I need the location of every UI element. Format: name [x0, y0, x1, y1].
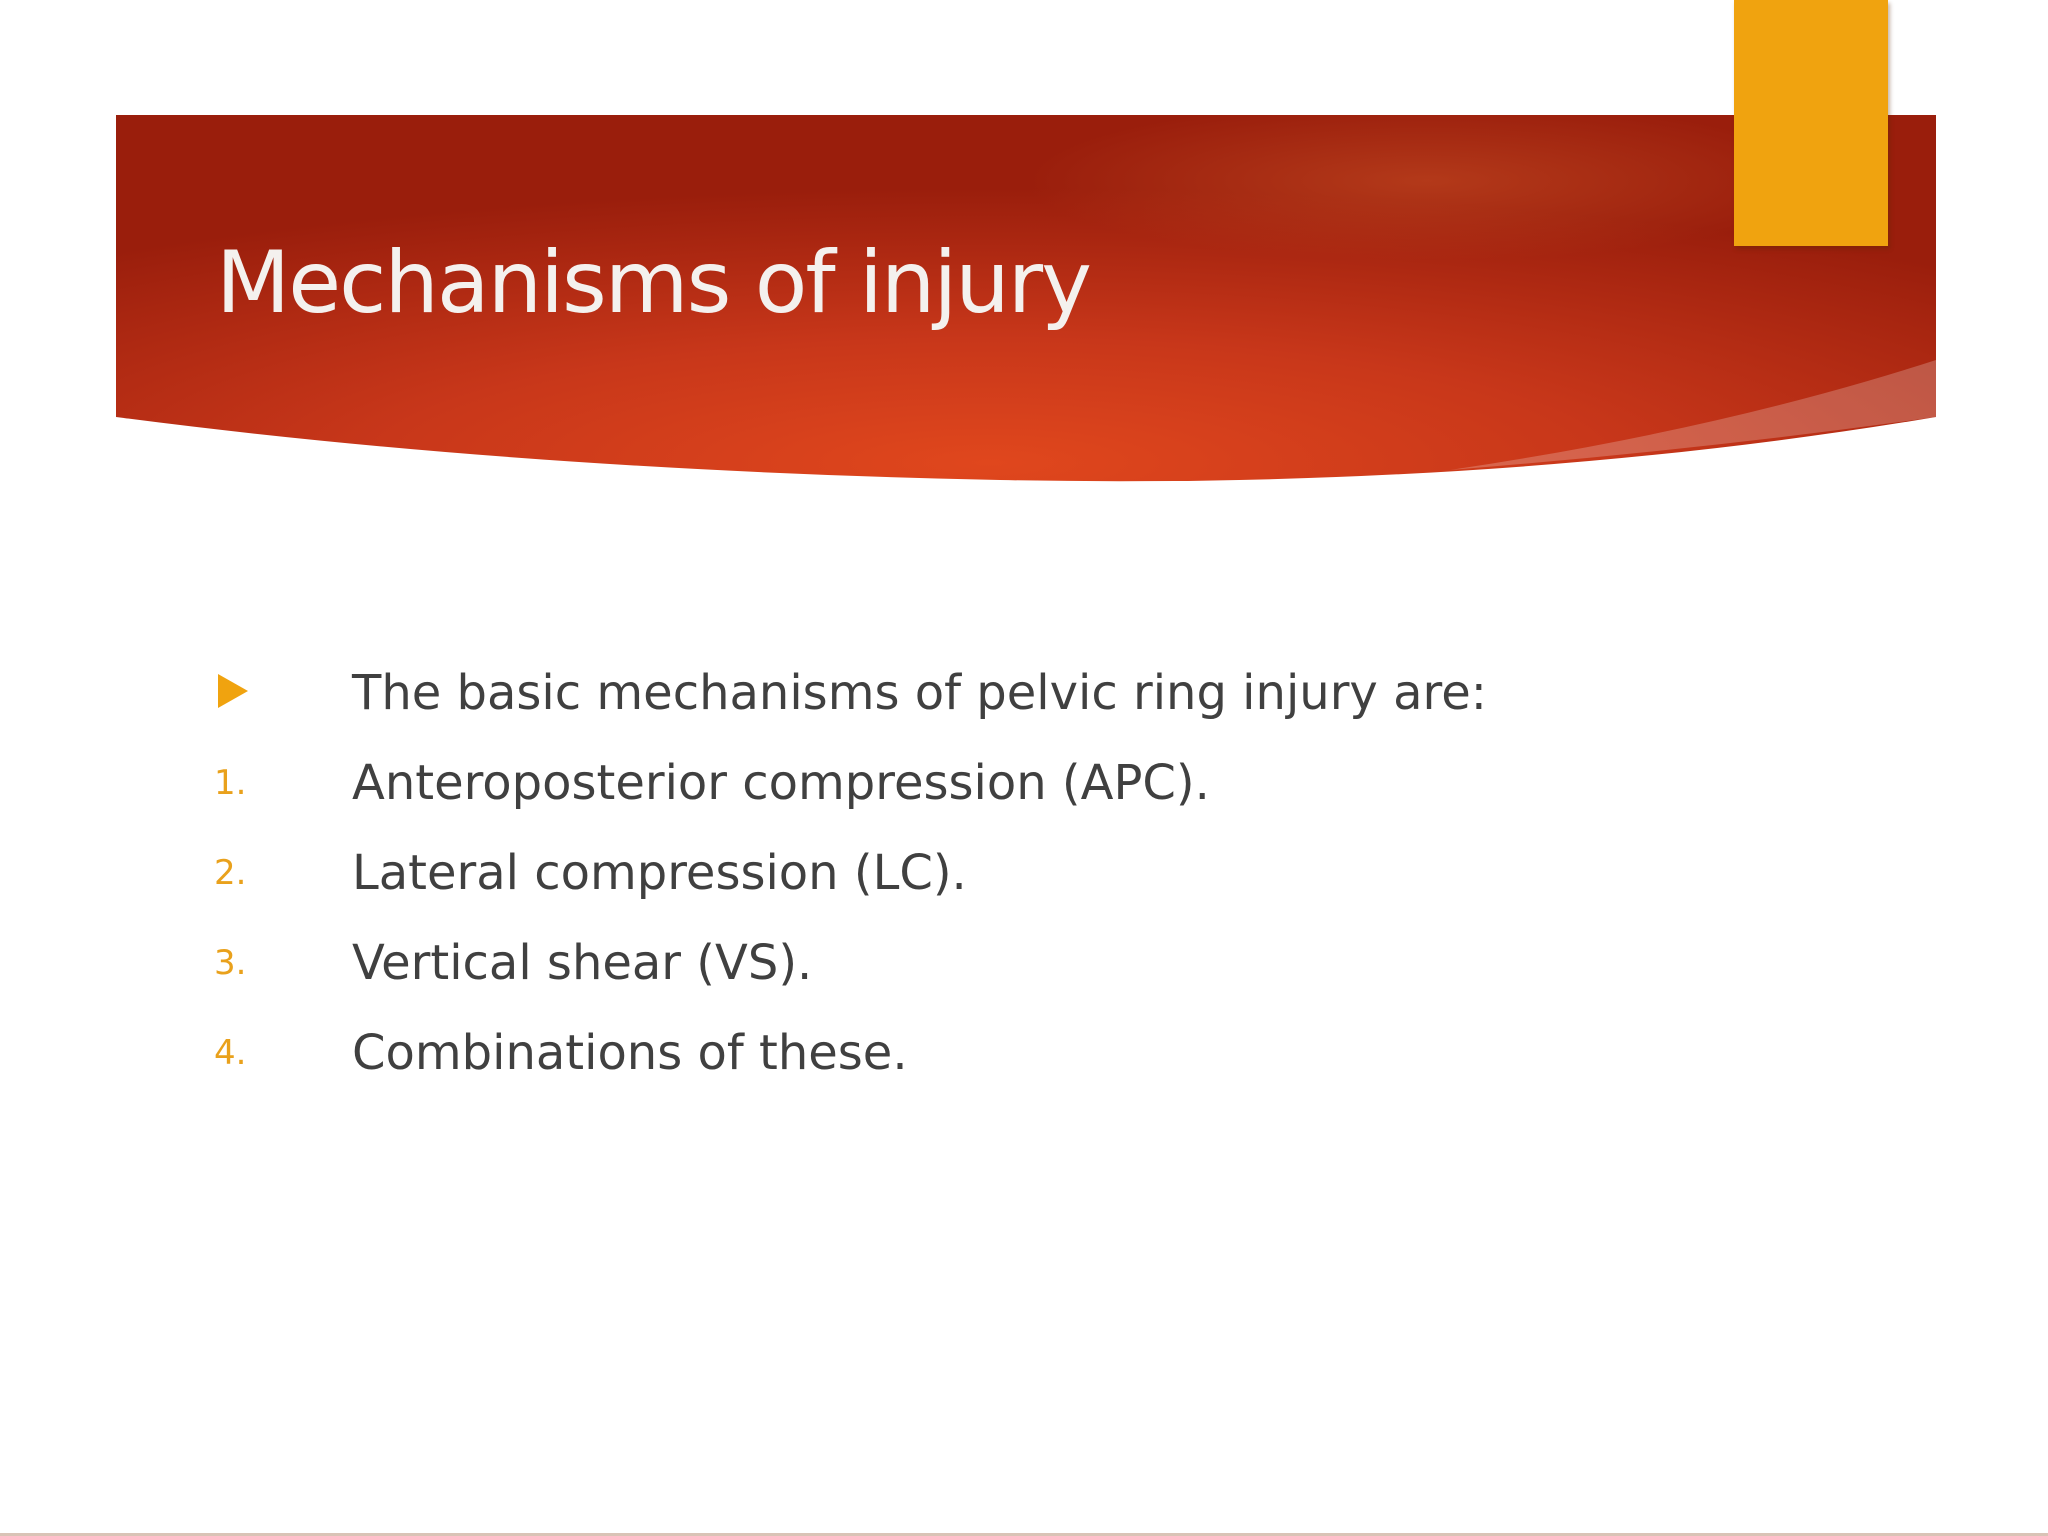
- list-number: 4.: [214, 1033, 247, 1073]
- list-number-marker: [214, 918, 334, 1008]
- list-item: [214, 738, 1854, 828]
- play-triangle-icon: [218, 674, 248, 708]
- list-number: 2.: [214, 853, 247, 893]
- list-item: [214, 1008, 1854, 1098]
- intro-bullet: [214, 648, 1854, 738]
- list-item-text: Vertical shear (VS).: [352, 935, 813, 991]
- list-number: 1.: [214, 763, 247, 803]
- slide-title: Mechanisms of injury: [216, 233, 1091, 333]
- list-number-marker: [214, 738, 334, 828]
- intro-text: The basic mechanisms of pelvic ring injury are:: [352, 665, 1487, 721]
- accent-tab: [1734, 0, 1888, 246]
- content-list: [214, 648, 1854, 1098]
- list-number-marker: [214, 1008, 334, 1098]
- list-item-text: Combinations of these.: [352, 1025, 908, 1081]
- list-item-text: Anteroposterior compression (APC).: [352, 755, 1210, 811]
- bullet-marker: [214, 648, 334, 738]
- list-number: 3.: [214, 943, 247, 983]
- list-item: [214, 918, 1854, 1008]
- list-item: [214, 828, 1854, 918]
- list-item-text: Lateral compression (LC).: [352, 845, 967, 901]
- list-number-marker: [214, 828, 334, 918]
